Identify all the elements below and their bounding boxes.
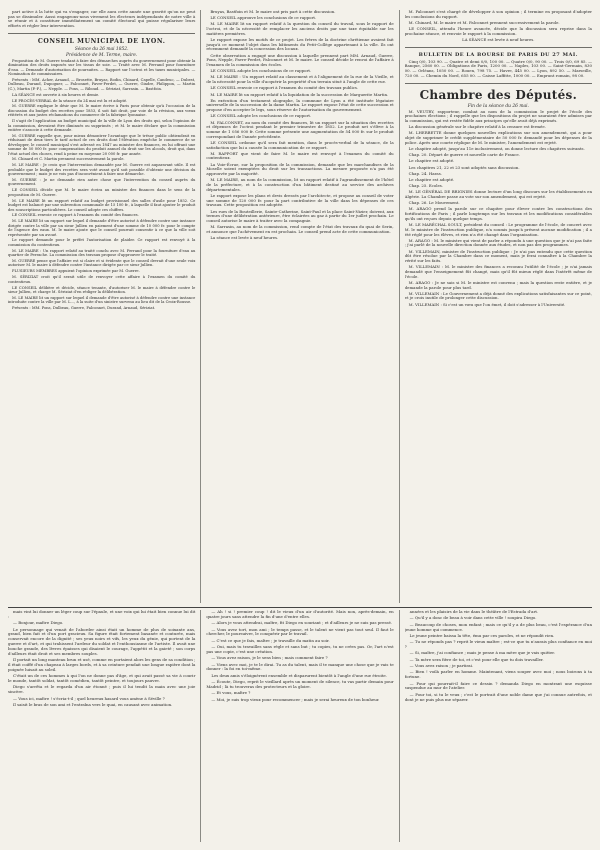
paragraph: M. GUERRE : Je ne demande rien autre chose que l'intervention du conseil auprès du gouvernement. [8, 178, 196, 187]
paragraph: C'était un de ces hommes à qui l'on ne donne pas d'âge, et qui avait passé sa vie à courir le monde, tantôt soldat, tantôt comédien, tantôt peintre, et toujours pauvre. [8, 673, 196, 683]
paragraph: Le chapitre est adopté. [408, 176, 455, 182]
paragraph: — Tu ne réponds pas ? reprit le vieux maître ; est-ce que tu n'aurais plus confiance en moi ? [404, 639, 592, 650]
paragraph: — Vous avez raison ; je partirai. [409, 663, 474, 669]
paragraph: — Pour qui pourrait-il faire ce dessin ? demanda Diego en montrant une esquisse suspendue au mur de l'atelier. [404, 680, 592, 691]
paragraph: Proposition de M. Guerre tendant à faire des démarches auprès du gouvernement pour obtenir la diminution des droits imposés sur les tissus de soie. — Traité avec M. Ferrand pour fourniture d'eau. — Demande d'autorisation de poursuites. — Rapport sur l'octroi et les taxes municipales. — Nomination de commissaires. [8, 58, 196, 77]
paragraph: LE CONSEIL adopte les conclusions de ce rapport. [210, 68, 312, 74]
paragraph: M. VEUTRY, rapporteur, combat au nom de la commission le projet de l'école des prochaines élections ; il rappelle que les dispositions du projet ne sauraient être admises par la commission, qui est restée fidèle aux principes qu'elle avait déjà exprimés. [404, 108, 592, 123]
chamber-heading: Chambre des Députés. [419, 87, 578, 102]
paragraph: Présents : MM. Acher, Arnaud, — Brosette, Bruyas, Bodin, Chinard, Capelle, Candeuc, — Dubest, Dulbeau, Durand, Dupoguer, — Falconnet, Favre-Perdet, — Guerre, Gindre, Philippon, — Martin (C.), Martin (P.-F.), — Nepple. — Pons, — Riboud. — Sériziat, Sarrasin. — Bastfoin. [8, 77, 196, 91]
paragraph: M. LE MAIRE : Je crois que l'intervention demandée par M. Guerre est auparavant utile. Il est probable que le budget des recettes sera voté avant qu'il soit possible d'obtenir une décision du gouvernement ; mais je ne vois pas d'inconvénient à faire une démarche. [8, 163, 196, 177]
paragraph: — Vous ici, maître ! s'écria-t-il ; quel heureux hasard vous amène à Séville ? [13, 695, 165, 701]
paragraph: — Si, maître, j'ai confiance ; mais je pense à ma mère que je vais quitter. [409, 650, 556, 656]
paragraph: Chap. 25. Ecoles. [408, 183, 443, 189]
paragraph: LE PROCÈS-VERBAL de la séance du 24 mai est lu et adopté. [12, 98, 128, 103]
paragraph: — Moi, je suis trop vieux pour recommencer ; mais je serai heureux de ton bonheur. [211, 696, 380, 702]
paragraph: — Vous avez raison, je le sens bien ; mais comment faire ? [211, 655, 328, 661]
paragraph: M. VILLEMAIN : Si c'est un vœu que l'on émet, il doit s'adresser à l'Université. [408, 301, 566, 307]
feuilleton-column-2 [206, 610, 399, 842]
paragraph: — Et vous, maître ? [211, 690, 251, 696]
paragraph: Il saisit le bras de son ami et l'entraîna vers le quai, en causant avec animation. [13, 701, 173, 707]
paragraph: Le chapitre adopté, jusqu'au 11e inclusivement, on donne lecture des chapitres suivants. [408, 145, 585, 151]
feuilleton-divider [8, 607, 592, 608]
paragraph: Cette observation a engagé une discussion à laquelle prennent part MM. Arnaud, Guerre, Pons, Nepple, Favre-Perdet, Falconnet et M. le maire. Le conseil décide le renvoi de l'affaire à l'examen de la commission des écoles. [206, 52, 394, 68]
paragraph: Chap. 24. Haras. [408, 170, 442, 176]
paragraph: M. LE MAIRE lit un rapport relatif à la liquidation de la succession de Marguerite Martin. [210, 91, 389, 97]
paragraph: années et les plaisirs de la vie dans le théâtre de l'Estrada d'art. [409, 610, 539, 614]
paragraph: — Viens avec moi, je te le dirai. Tu as du talent, mais il te manque une chose que je vais te donner : la foi en toi-même. [206, 661, 394, 672]
paragraph: M. LE MAIRE lit un rapport sur lequel il demande d'être autorisé à défendre contre une instance dirigée contre la ville par un sieur Jullien en paiement d'une somme de 10 000 fr. pour le compte de l'agence des eaux. M. le maire ajoute que le conseil pourrait consentir à ce que la ville soit représentée par un avoué. [8, 219, 196, 237]
paragraph: Le personnage qui venait de l'aborder ainsi était un homme de plus de soixante ans, grand, bien fait et d'un port gracieux. Sa figure était fortement basanée et couturée, mais conservait encore de la dignité ; ses yeux noirs et vifs, les yeux du génie, qui portent de la guerre et d'art, et qui trahissent l'ardeur du soldat et l'enthousiasme de l'artiste. Il avait une bouche grande, des lèvres épaisses qui disaient le courage, l'appétit et la gaieté ; son corps d'ailleurs était droit et ses membres souples. [8, 626, 196, 656]
paragraph: M. ARAGO prend la parole sur ce chapitre pour élever contre les constructions des fortifications de Paris ; il parle longtemps sur les travaux et les modifications considérables qu'ils ont reçues depuis quelque temps. [404, 206, 592, 221]
paragraph: — Écoute, Diego, reprit le vieillard après un moment de silence, tu vas partir demain pour Madrid ; là tu trouveras des protecteurs et la gloire. [206, 679, 394, 689]
paragraph: M. VILLEMAIN : M. le ministre des finances a reconnu l'utilité de l'école ; je n'ai jamais demandé que l'enseignement fût changé, mais qu'il fût mieux réglé dans l'intérêt même de l'école. [404, 264, 592, 279]
session-date: Séance du 26 mai 1852. [74, 46, 129, 52]
divider [405, 47, 592, 48]
paragraph: LE CONSEIL renvoie ce rapport à l'examen du comité des finances. [12, 213, 139, 218]
paragraph: M. VILLEMAIN : Le Gouvernement a déjà donné des explications satisfaisantes sur ce point, et je crois inutile de prolonger cette discussion. [404, 290, 592, 301]
paragraph: LE CONSEIL, attendu l'heure avancée, décide que la discussion sera reprise dans la prochaine séance, et renvoie le rapport à la commission. [404, 26, 592, 36]
paragraph: Diego s'arrêta et le regarda d'un air étonné ; puis il lui tendit la main avec une joie sincère. [8, 684, 196, 695]
bourse-quotes: Cinq 0/0, 103 90. — Quatre et demi 0/0, 100 00. — Quatre 0/0, 90 00. — Trois 0/0, 69 85. — Banque, 2560 00. — Obligations de Paris, 1200 00. — Naples, 103 00. — Saint-Germain, 830 00. — Orléans, 1050 00. — Rouen, 798 75. — Havre, 445 00. — Lyon, 892 50. — Marseille, 720 00. — Chemin du Nord, 655 00. — Caisse Laffitte, 1000 00. — Emprunt romain, 98 00. [404, 58, 592, 78]
feuilleton-column-3 [405, 610, 592, 842]
paragraph: M. Chinard et C. Martin prennent successivement la parole. [12, 157, 125, 162]
paragraph: Chap. 26. Le Mouvement. [408, 200, 460, 206]
paragraph: — Vous avez tort, mon ami ; le temps passe, et le talent ne vient pas tout seul. Il faut le chercher, le poursuivre, le conquérir par le travail. [206, 626, 394, 637]
paragraph: Le rapport demande pour le préfet l'autorisation de plaider. Ce rapport est renvoyé à la commission du contentieux. [8, 238, 196, 247]
paragraph: PLUSIEURS MEMBRES appuient l'opinion exprimée par M. Guerre. [12, 269, 140, 274]
paragraph: M. LE MAIRE, au nom de la commission, lit un rapport relatif à l'agrandissement de l'hôtel de la préfecture, et à la construction d'un bâtiment destiné au service des archives départementales. [206, 177, 394, 192]
paragraph: M. Sarrasin, au nom de la commission, rend compte de l'état des travaux du quai de Serin, et annonce que l'achèvement en est prochain. Le conseil prend acte de cette communication. [206, 224, 394, 234]
paragraph: M. FALCONNET, au nom du comité des finances, lit un rapport sur la situation des recettes et dépenses de l'octroi pendant le premier trimestre de 1852. Le produit net s'élève à la somme de 1 056 000 fr. Cette somme présente une augmentation de 54 000 fr. sur le produit correspondant de l'année précédente. [206, 119, 394, 139]
paragraph: LE CONSEIL décide que M. le maire écrira au ministre des finances dans le sens de la proposition de M. Guerre. [8, 188, 196, 197]
feuilleton-section [8, 610, 592, 842]
paragraph: M. Falconnet s'est chargé de développer à son opinion ; il termine en proposant d'adopter les conclusions du rapport. [404, 10, 592, 19]
paragraph: Les deux amis s'éloignèrent ensemble et disparurent bientôt à l'angle d'une rue étroite. [211, 672, 387, 678]
paragraph: M. SÉRIZIAT croit qu'il serait utile de renvoyer cette affaire à l'examen du comité du contentieux. [8, 275, 196, 284]
paragraph: En exécution d'un testament olographe, la commune de Lyon a été instituée légataire universelle de la succession de la dame Martin. Le rapport expose l'état de cette succession et propose d'en accepter le legs, sous réserve de l'autorisation du gouvernement. [206, 97, 394, 113]
paragraph: Il s'agit de l'application au budget municipal de la ville de Lyon des droits qui, selon l'opinion de la commission, devraient être diminués ou supprimés ; et M. le maire déclare que la commission entière s'associe à cette demande. [8, 119, 196, 132]
paragraph: LE CONSEIL approuve les conclusions de ce rapport. [210, 15, 317, 21]
paragraph: La séance est levée à neuf heures. [210, 235, 279, 241]
column-2 [206, 10, 399, 603]
paragraph: M. GUERRE explique le désir que M. le maire écrive à Paris pour obtenir qu'à l'occasion de la discussion du budget des recettes pour 1853, il soit fait droit, par voie de la révision, aux vœux réitérés et aux justes réclamations du commerce de la fabrique lyonnaise. [8, 104, 196, 118]
paragraph: — C'est ce que je fais, maître ; je travaille du matin au soir. [211, 637, 330, 643]
paragraph: M. LE MAIRE lit un rapport sur lequel il demande d'être autorisé à défendre contre une instance introduite contre la ville par M. L..., à la suite d'un sinistre survenu au lieu dit de la Croix-Rousse. [8, 295, 196, 305]
paragraph: M. LHERBETTE donne quelques nouvelles explications sur son amendement, qui a pour objet de supprimer le crédit supplémentaire de 50 000 fr. demandé pour les dépenses de la police. Après une courte réplique de M. le ministre, l'amendement est rejeté. [404, 130, 592, 145]
paragraph: — Bien ! voilà parler en homme. Maintenant, viens souper avec moi ; nous boirons à ta fortune. [404, 669, 592, 680]
paragraph: Présents : MM. Pons, Dulbeau, Guerre, Falconnet, Durand, Arnaud, Sériziat. [12, 306, 156, 311]
paragraph: — Qu'il y a donc de beau à voir dans cette ville ! soupira Diego. [409, 615, 537, 621]
presidency: Présidence de M. Terme, maire. [66, 52, 138, 58]
paragraph: La discussion générale sur le chapitre relatif à la censure est fermée. [408, 124, 546, 130]
paragraph: Le chapitre est adopté. [408, 158, 455, 164]
paragraph: Le rapport expose les motifs de ce projet. Les frères de la doctrine chrétienne avaient fait jusqu'à ce moment l'objet dans les bâtiments du Petit-Collège appartenant à la ville. Ils ont récemment demandé la concession des locaux. [206, 37, 394, 52]
paragraph: M. GUERRE pense que l'affaire est si claire et si évidente que le conseil devrait d'une seule voix autoriser M. le maire à défendre contre l'instance dirigée par ce sieur Jullien. [8, 259, 196, 268]
paragraph: Les rues de la Bouteillerie, Sainte-Catherine, Saint-Paul et la place Saint-Nizier, doivent, aux termes d'une délibération antérieure, être éclairées au gaz à partir du 1er juillet prochain. Le conseil autorise le maire à traiter avec la compagnie. [206, 208, 394, 223]
paragraph: — Ta mère sera fière de toi, et c'est pour elle que tu dois travailler. [409, 656, 544, 662]
feuilleton-column-1 [8, 610, 201, 842]
section-title: CONSEIL MUNICIPAL DE LYON. [37, 37, 166, 45]
paragraph: Bruyas, Bastfoin et M. le maire ont pris part à cette discussion. [210, 10, 336, 14]
news-section [8, 10, 592, 603]
paragraph: LE CONSEIL renvoie ce rapport à l'examen du comité des travaux publics. [210, 85, 359, 91]
paragraph: M. LE MAIRE : Un rapport relatif au traité conclu avec M. Ferrand pour la fourniture d'eau au quartier de Perrache. La commission des travaux propose d'approuver le traité. [8, 248, 196, 258]
paragraph: LE CONSEIL délibère et décide, séance tenante, d'autoriser M. le maire à défendre contre le sieur Jullien, et charge M. Sériziat d'en rédiger la délibération. [8, 285, 196, 294]
paragraph: M. LE MAIRE : Un rapport relatif au classement et à l'alignement de la rue de la Vieille, et de la nécessité pour la ville d'acquérir la propriété d'un terrain situé à l'angle de cette rue. [206, 74, 394, 85]
column-3 [405, 10, 592, 603]
paragraph: M. GUERRE rappelle que, pour mieux démontrer l'avantage que le trésor public obtiendrait en réduisant de deux tiers le tarif actuel de ces droits dont l'élévation empêche le commerce de se développer, le conseil municipal s'est adressé en 1847 au ministre des finances, en lui offrant une somme de 50 000 fr. pour compensation du produit annuel du droit sur les alcools, droit qui, dans l'état actuel des choses, rend à peine en moyenne 20 000 fr. par année. [8, 133, 196, 156]
divider [405, 83, 592, 84]
paragraph: — Pour toi, si tu le veux ; c'est le portrait d'une noble dame que j'ai connue autrefois, et dont je ne puis plus me séparer. [404, 691, 592, 702]
paragraph: M. RAPPORT que vient de faire M. le maire est renvoyé à l'examen du comité du contentieux. [206, 150, 394, 161]
paragraph: LA SÉANCE est ouverte à six heures et demie. [12, 92, 100, 97]
paragraph: — Bonjour, maître Diego. [13, 620, 64, 626]
paragraph: M. ARAGO : M. le ministre qui vient de parler a répondu à une question que je n'ai pas faite ; j'ai parlé de la nouvelle direction donnée aux études, et non pas des programmes. [404, 237, 592, 248]
paragraph: — Oui, mais tu travailles sans règle et sans but ; tu copies, tu ne crées pas. Or, l'art n'est pas une copie, c'est une création. [206, 644, 394, 654]
paragraph: Le rapport expose les plans et devis dressés par l'architecte, et propose au conseil de voter une somme de 120 000 fr. pour la part contributive de la ville dans les dépenses de ces travaux. Cette proposition est adoptée. [206, 192, 394, 208]
paragraph: M. LE MAIRE lit un rapport relatif à la question du conseil du travail, sous le rapport de l'octroi, et de la nécessité de remplacer les anciens droits par une taxe équitable sur les matières premières. [206, 21, 394, 36]
paragraph: M. ARAGO : Je ne sais si M. le ministre est convenu ; mais la question reste entière, et je demande la parole pour plus tard. [404, 279, 592, 290]
column-1 [8, 10, 201, 603]
session-closed: LA SÉANCE est levée à neuf heures. [462, 37, 535, 43]
paragraph: Le jeune peintre baissa la tête, ému par ces paroles, et ne répondit rien. [409, 632, 555, 638]
paragraph: — Beaucoup de choses, mon enfant ; mais ce qu'il y a de plus beau, c'est l'espérance d'un jeune homme qui commence. [404, 621, 592, 632]
chamber-session: Fin de la séance du 26 mai. [467, 103, 529, 109]
paragraph: M. LE GÉNÉRAL DE BRIGNIES donne lecture d'un long discours sur les établissements en Algérie. La Chambre passe au vote sur son amendement, qui est rejeté. [404, 189, 592, 200]
paragraph: Chap. 20. Départ de guerre et nouvelle carte de France. [408, 152, 520, 158]
paragraph: Les chapitres 21, 22 et 23 sont adoptés sans discussion. [408, 164, 520, 170]
paragraph: M. LE MARÉCHAL SOULT, président du conseil : Le programme de l'école, de concert avec M. le ministre de l'instruction publique, n'a soumis jusqu'à présent aucune modification ; il a été réglé pour les élèves, et rien n'a été changé dans l'organisation. [404, 222, 592, 237]
intro-paragraph: part active à la lutte qui va s'engager, car elle aura cette année une gravité qu'on ne peut pas se dissimuler. Aussi engageons-nous vivement les électeurs indépendants de notre ville à se réunir et à constituer immédiatement un comité électoral qui puisse régulariser leurs efforts et régler leur intervention. [8, 10, 196, 29]
bourse-title: BULLETIN DE LA BOURSE DE PARIS DU 27 MAI. [418, 51, 578, 58]
paragraph: LE CONSEIL ordonne qu'il sera fait mention, dans le procès-verbal de la séance, de la satisfaction que lui a causée la communication de ce rapport. [206, 139, 394, 150]
paragraph: La Voie-Écrue, sur la proposition de la commission, demande que les marchandises de la Moselle soient exemptées du droit sur les transactions. La mesure proposée n'a pas été approuvée par la majorité. [206, 161, 394, 177]
paragraph: Il portait un long manteau brun et usé, comme en portaient alors les gens de sa condition ; il était coiffé d'un chapeau à larges bords, et à sa ceinture pendait une longue rapière dont la poignée luisait au soleil. [8, 657, 196, 672]
paragraph: LE CONSEIL adopte les conclusions de ce rapport. [210, 113, 312, 119]
paragraph: — Ah ! si ! premier coup ! dit le vieux d'un air d'autorité. Mais non, après-demain, en quatre jours sans attendre la fin d'une d'entre elles. [206, 610, 394, 619]
paragraph: M. LE MAIRE lit un rapport relatif au budget provisionnel des salles d'asile pour 1852. Ce budget est balancé par une subvention communale de 15 100 fr., à laquelle il faut ajouter le produit des souscriptions particulières. Le conseil adopte ces chiffres. [8, 198, 196, 212]
paragraph: M. VILLEMAIN, ministre de l'instruction publique : Je n'ai pas entendu que cette question dût être résolue par la Chambre dans ce moment, mais je ferai connaître à la Chambre la vérité sur les faits. [404, 248, 592, 264]
paragraph: M. Chinard, M. le maire et M. Falconnet prennent successivement la parole. [408, 19, 560, 25]
paragraph: — Alors je vous attendrai, maître, fit Diego en souriant ; et d'ailleurs je ne suis pas pressé. [211, 620, 393, 626]
paragraph: mais vint lui donner un léger coup sur l'épaule, et une voix qui lui était bien connue lui dit : [8, 610, 196, 619]
divider [8, 33, 195, 34]
